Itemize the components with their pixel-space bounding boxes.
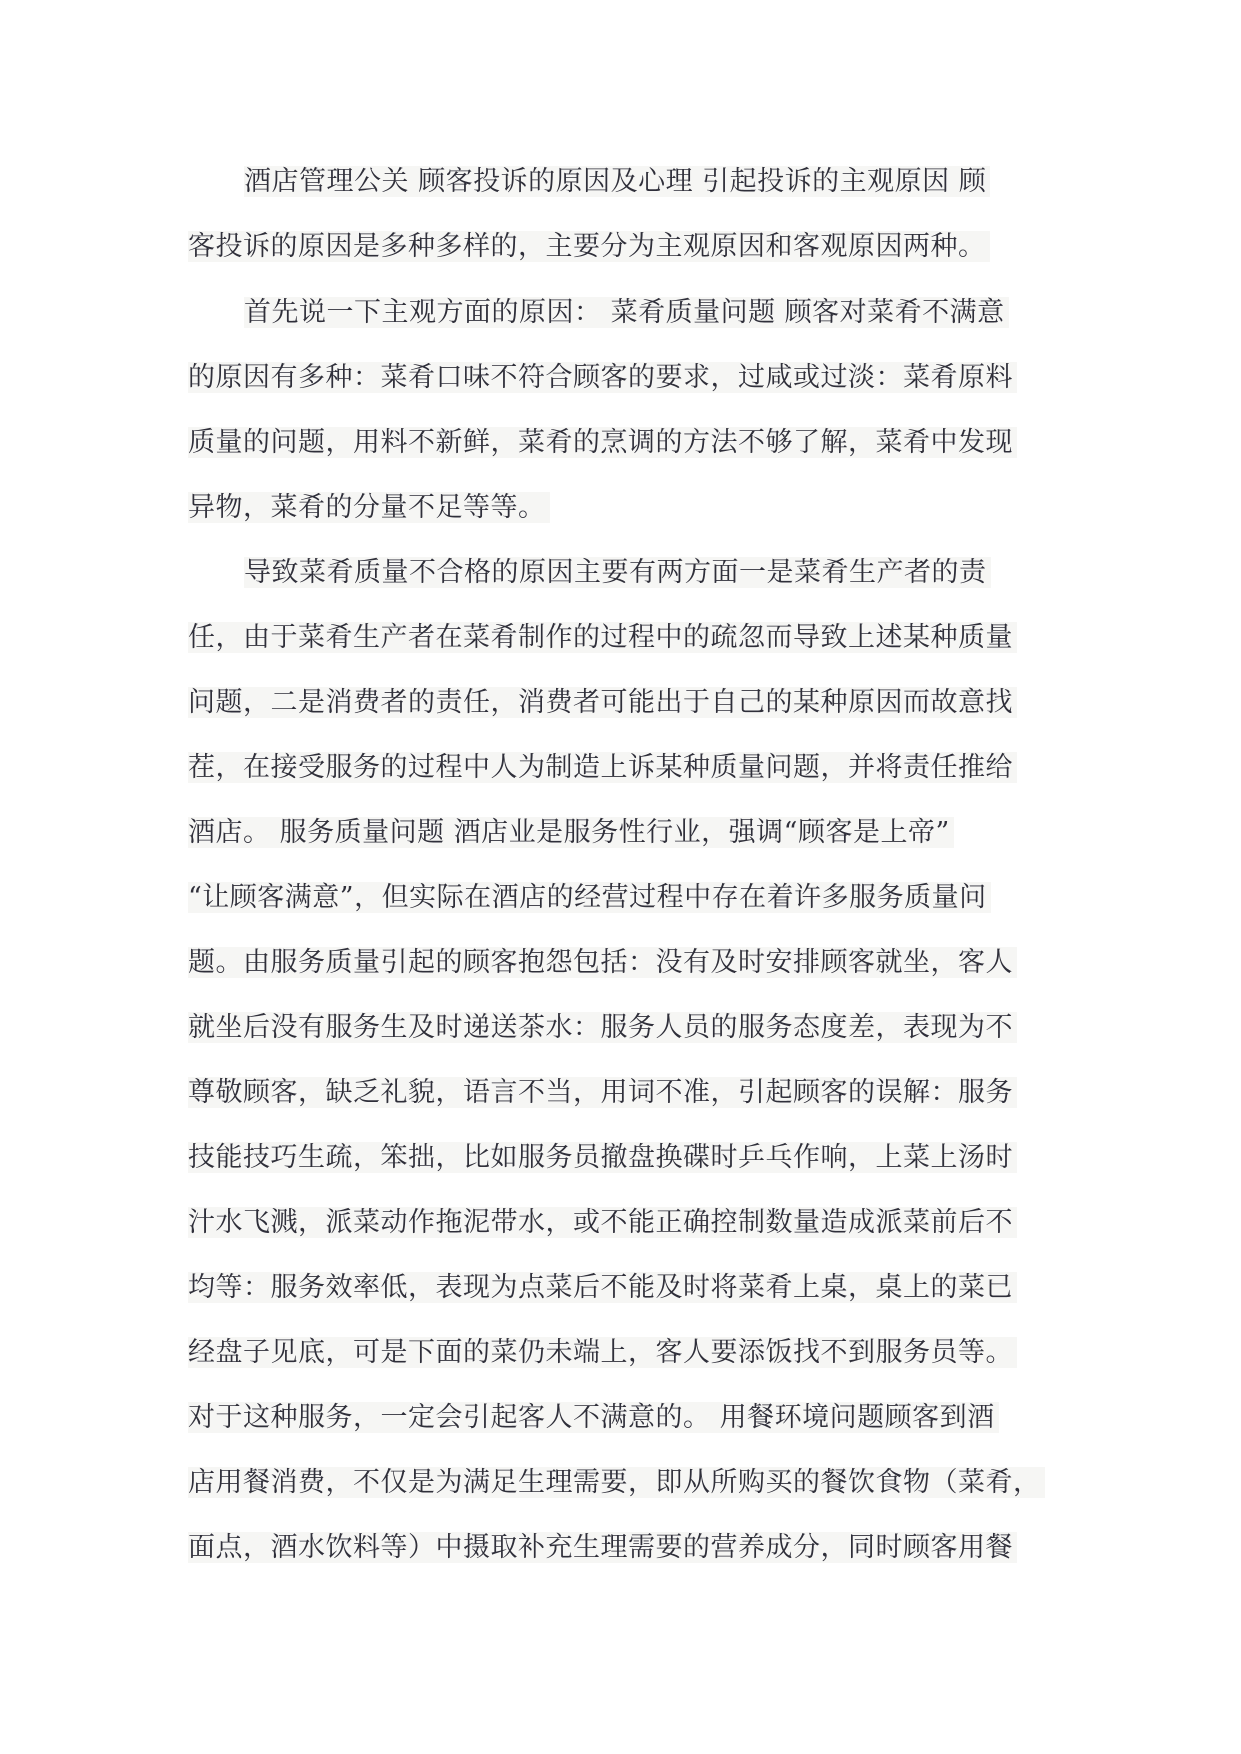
text-line: 的原因有多种：菜肴口味不符合顾客的要求，过咸或过淡：菜肴原料 [188,355,1017,401]
text-line: 异物，菜肴的分量不足等等。 [188,485,550,531]
text-line: “让顾客满意”，但实际在酒店的经营过程中存在着许多服务质量问 [188,875,991,921]
text-line: 题。由服务质量引起的顾客抱怨包括：没有及时安排顾客就坐，客人 [188,940,1017,986]
text-line: 导致菜肴质量不合格的原因主要有两方面一是菜肴生产者的责 [244,550,991,596]
text-line: 对于这种服务，一定会引起客人不满意的。 用餐环境问题顾客到酒 [188,1395,999,1441]
text-line: 酒店。 服务质量问题 酒店业是服务性行业，强调“顾客是上帝” [188,810,954,856]
text-line: 质量的问题，用料不新鲜，菜肴的烹调的方法不够了解，菜肴中发现 [188,420,1017,466]
text-line: 首先说一下主观方面的原因： 菜肴质量问题 顾客对菜肴不满意 [244,290,1009,336]
text-line: 客投诉的原因是多种多样的，主要分为主观原因和客观原因两种。 [188,224,990,270]
text-line: 汁水飞溅，派菜动作拖泥带水，或不能正确控制数量造成派菜前后不 [188,1200,1017,1246]
text-line: 就坐后没有服务生及时递送茶水：服务人员的服务态度差，表现为不 [188,1005,1017,1051]
text-line: 均等：服务效率低，表现为点菜后不能及时将菜肴上桌，桌上的菜已 [188,1265,1017,1311]
text-line: 问题，二是消费者的责任，消费者可能出于自己的某种原因而故意找 [188,680,1017,726]
text-line: 酒店管理公关 顾客投诉的原因及心理 引起投诉的主观原因 顾 [244,159,990,205]
text-line: 尊敬顾客，缺乏礼貌，语言不当，用词不准，引起顾客的误解：服务 [188,1070,1017,1116]
text-line: 店用餐消费，不仅是为满足生理需要，即从所购买的餐饮食物（菜肴， [188,1460,1045,1506]
text-line: 面点，酒水饮料等）中摄取补充生理需要的营养成分，同时顾客用餐 [188,1525,1017,1571]
text-line: 经盘子见底，可是下面的菜仍未端上，客人要添饭找不到服务员等。 [188,1330,1017,1376]
text-line: 技能技巧生疏，笨拙，比如服务员撤盘换碟时乒乓作响，上菜上汤时 [188,1135,1017,1181]
text-line: 茬，在接受服务的过程中人为制造上诉某种质量问题，并将责任推给 [188,745,1017,791]
text-line: 任，由于菜肴生产者在菜肴制作的过程中的疏忽而导致上述某种质量 [188,615,1017,661]
